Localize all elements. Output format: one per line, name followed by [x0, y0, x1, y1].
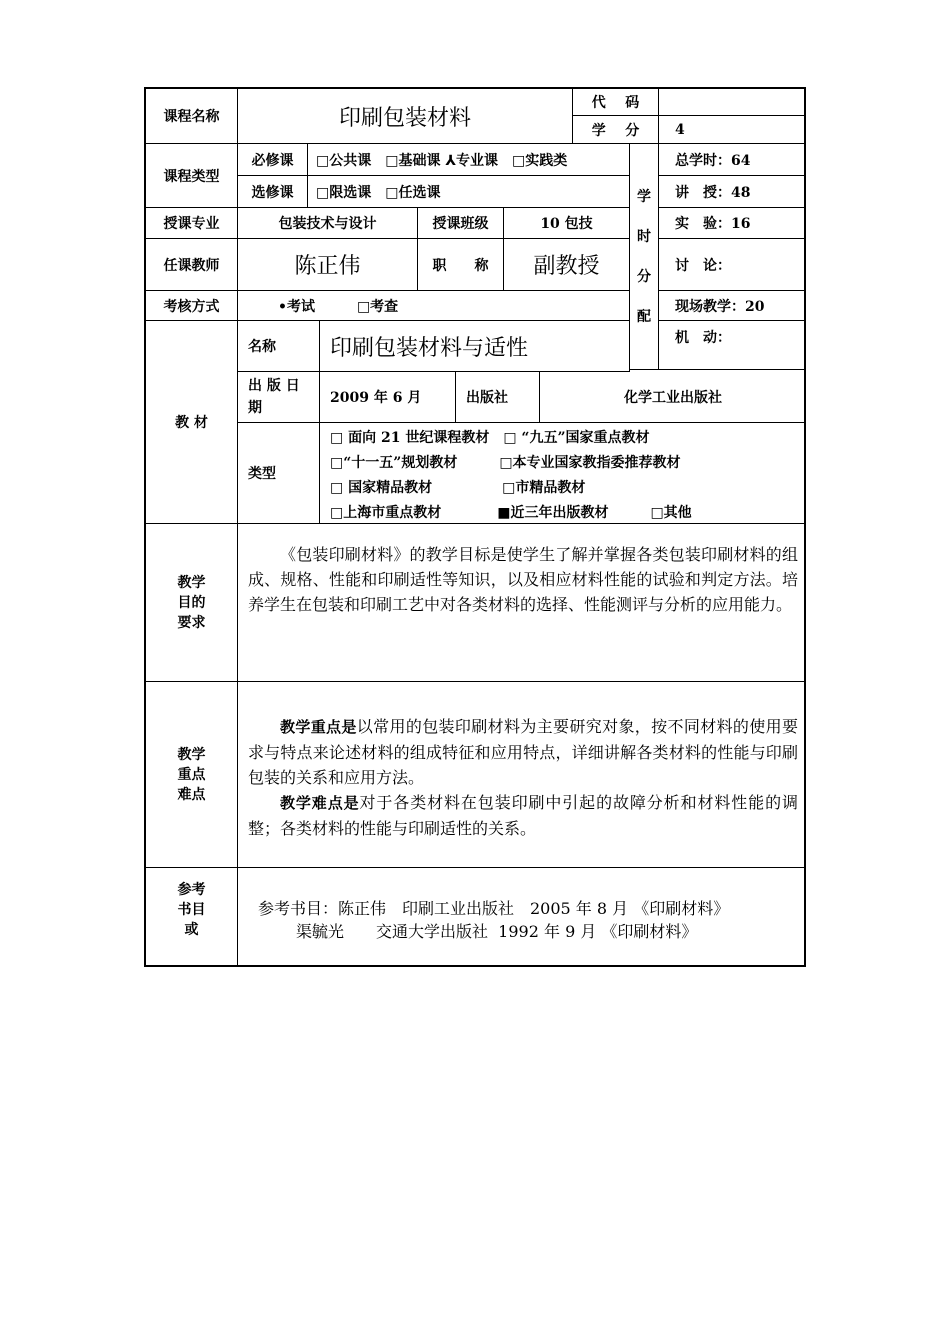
textbook-type-label: 类型 [238, 423, 320, 524]
difficult-points-label: 教学难点是 [280, 794, 360, 812]
textbook-type-line-4: □上海市重点教材 ■近三年出版教材 □其他 [330, 505, 692, 521]
textbook-name-label: 名称 [238, 321, 320, 372]
teacher-value: 陈正伟 [238, 239, 418, 291]
difficult-points-text: 对于各类材料在包装印刷中引起的故障分析和材料性能的调整；各类材料的性能与印刷适性的关系。 [248, 793, 798, 838]
textbook-type-line-3: □ 国家精品教材 □市精品教材 [330, 480, 586, 496]
goals-label-3: 要求 [177, 614, 206, 631]
required-course-options: □公共课 □基础课 ⅄专业课 □实践类 [308, 144, 630, 176]
publish-date-label-line2: 期 [248, 400, 262, 416]
credit-label: 学 分 [573, 116, 659, 144]
textbook-type-options [320, 423, 806, 524]
publish-date-label [238, 372, 320, 423]
key-points-label: 教学重点是 [280, 718, 357, 736]
focus-label-1: 教学 [177, 746, 206, 763]
textbook-name-value: 印刷包装材料与适性 [320, 321, 630, 372]
major-label: 授课专业 [146, 208, 238, 239]
references-label-3: 或 [184, 922, 199, 938]
publish-date-label-line1: 出 版 日 [248, 378, 300, 394]
course-name-value: 印刷包装材料 [238, 89, 573, 144]
goals-label-1: 教学 [177, 574, 206, 591]
references-label-1: 参考 [177, 882, 206, 898]
assessment-label: 考核方式 [146, 291, 238, 321]
elective-course-label: 选修课 [238, 176, 308, 208]
flexible-hours: 机 动： [659, 321, 806, 370]
references-content [238, 868, 806, 965]
teacher-label: 任课教师 [146, 239, 238, 291]
key-points-text: 以常用的包装印刷材料为主要研究对象，按不同材料的使用要求与特点来论述材料的组成特征和应用特点，详细讲解各类材料的性能与印刷包装的关系和应用方法。 [248, 717, 798, 787]
textbook-label: 教 材 [146, 321, 238, 524]
textbook-type-line-2: □“十一五”规划教材 □本专业国家教指委推荐教材 [330, 455, 681, 471]
reference-line-2: 渠毓光 交通大学出版社 1992 年 9 月 《印刷材料》 [296, 922, 698, 941]
major-value: 包装技术与设计 [238, 208, 418, 239]
hours-char-1: 学 [637, 188, 651, 205]
reference-line-1: 参考书目：陈正伟 印刷工业出版社 2005 年 8 月 《印刷材料》 [258, 899, 730, 918]
class-value: 10 包技 [504, 208, 630, 239]
hours-allocation-label [630, 144, 659, 370]
references-label [146, 868, 238, 965]
focus-label-2: 重点 [177, 766, 206, 783]
textbook-type-line-1: □ 面向 21 世纪课程教材 □ “九五”国家重点教材 [330, 430, 650, 446]
focus-paragraphs [248, 714, 798, 841]
field-teaching-hours: 现场教学：20 [659, 291, 806, 321]
course-type-label: 课程类型 [146, 144, 238, 208]
title-label: 职 称 [418, 239, 504, 291]
focus-label-3: 难点 [177, 786, 206, 803]
publisher-label: 出版社 [456, 372, 540, 423]
credit-value: 4 [659, 116, 806, 144]
discussion-hours: 讨 论： [659, 239, 806, 291]
goals-text: 《包装印刷材料》的教学目标是使学生了解并掌握各类包装印刷材料的组成、规格、性能和印刷适性等知识，以及相应材料性能的试验和判定方法。培养学生在包装和印刷工艺中对各类材料的选择、性能测评与分析的应用能力。 [248, 545, 798, 614]
course-info-table [144, 87, 806, 967]
hours-char-2: 时 [637, 228, 651, 245]
required-course-label: 必修课 [238, 144, 308, 176]
total-hours: 总学时：64 [659, 144, 806, 176]
hours-char-4: 配 [637, 308, 651, 325]
goals-content [238, 524, 806, 682]
hours-char-3: 分 [637, 268, 651, 285]
elective-course-options: □限选课 □任选课 [308, 176, 630, 208]
title-value: 副教授 [504, 239, 630, 291]
focus-label [146, 682, 238, 868]
class-label: 授课班级 [418, 208, 504, 239]
experiment-hours: 实 验：16 [659, 208, 806, 239]
references-label-2: 书目 [177, 902, 206, 918]
code-label: 代 码 [573, 89, 659, 116]
code-value [659, 89, 806, 116]
assessment-options: •考试 □考查 [238, 291, 630, 321]
publish-date-value: 2009 年 6 月 [320, 372, 456, 423]
goals-label [146, 524, 238, 682]
publisher-value: 化学工业出版社 [540, 372, 806, 423]
course-name-label: 课程名称 [146, 89, 238, 144]
lecture-hours: 讲 授：48 [659, 176, 806, 208]
focus-content [238, 682, 806, 868]
goals-label-2: 目的 [177, 594, 206, 611]
